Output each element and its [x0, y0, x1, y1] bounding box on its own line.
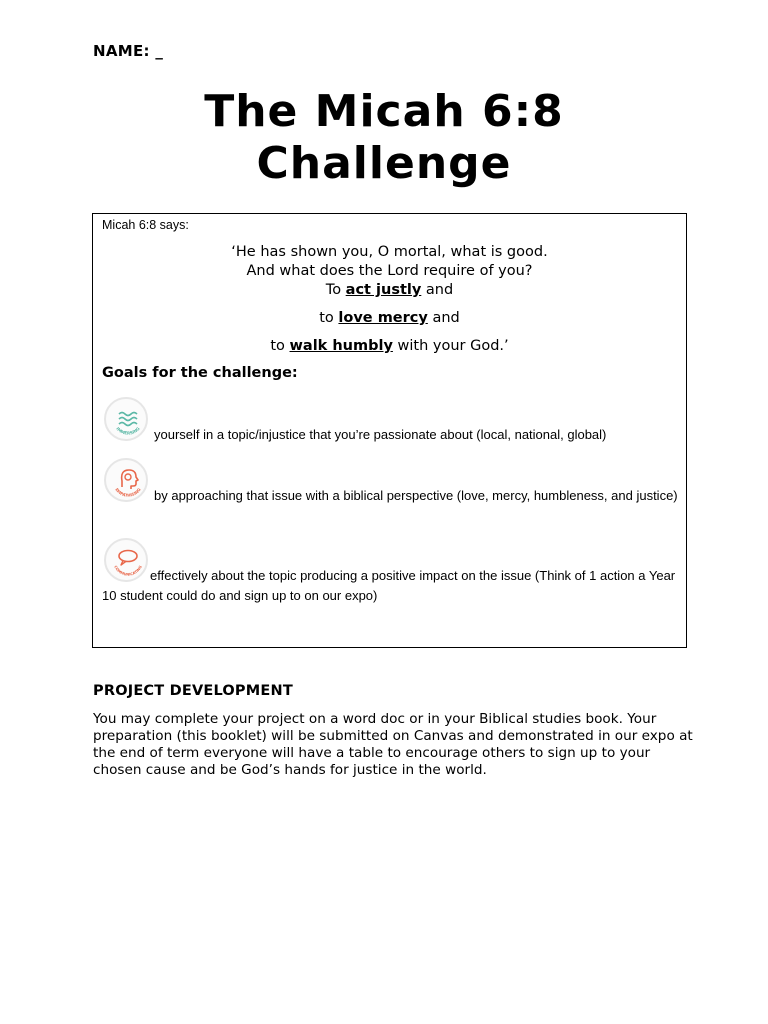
goals-heading: Goals for the challenge: [102, 365, 298, 381]
walk-humbly-emphasis: walk humbly [289, 338, 393, 354]
verse-line-5 [93, 338, 686, 354]
verse-line-3-post: and [421, 282, 454, 298]
love-mercy-emphasis: love mercy [338, 310, 428, 326]
verse-line-5-post: with your God.’ [392, 338, 509, 354]
empathising-badge-label: EMPATHISING [114, 486, 142, 498]
immersing-badge-label: IMMERSING [115, 425, 141, 436]
title-line-2: Challenge [256, 138, 512, 189]
verse-line-4-pre: to [319, 310, 339, 326]
communicating-badge-label: COMMUNICATING [113, 565, 143, 577]
goal-empathising-text: by approaching that issue with a biblical perspective (love, mercy, humbleness, and justice) [154, 488, 678, 503]
project-development-body: You may complete your project on a word doc or in your Biblical studies book. Your preparation (this booklet) will be submitted on Canvas and demonstrated in our expo at the end of term everyone will have a table to encourage others to sign up to your chosen cause and be God’s hands for justice in the world. [93, 711, 693, 778]
verse-line-2: And what does the Lord require of you? [246, 263, 533, 279]
act-justly-emphasis: act justly [345, 282, 422, 298]
scripture-intro: Micah 6:8 says: [102, 218, 189, 232]
project-development-heading: PROJECT DEVELOPMENT [93, 683, 293, 699]
verse-line-3 [93, 282, 686, 298]
verse-line-4 [93, 310, 686, 326]
scripture-box [92, 213, 687, 648]
page-title [0, 86, 768, 190]
goal-immersing-text: yourself in a topic/injustice that you’re passionate about (local, national, global) [154, 427, 607, 442]
name-field-label: NAME: _ [93, 42, 164, 60]
verse-line-5-pre: to [270, 338, 290, 354]
verse-line-3-pre: To [325, 282, 346, 298]
goal-communicating-text: effectively about the topic producing a positive impact on the issue (Think of 1 action a Year 10 student could do and sign up to on our expo) [102, 568, 676, 603]
verse-line-1: ‘He has shown you, O mortal, what is good. [231, 244, 548, 260]
title-line-1: The Micah 6:8 [204, 86, 564, 137]
verse-line-4-post: and [427, 310, 460, 326]
